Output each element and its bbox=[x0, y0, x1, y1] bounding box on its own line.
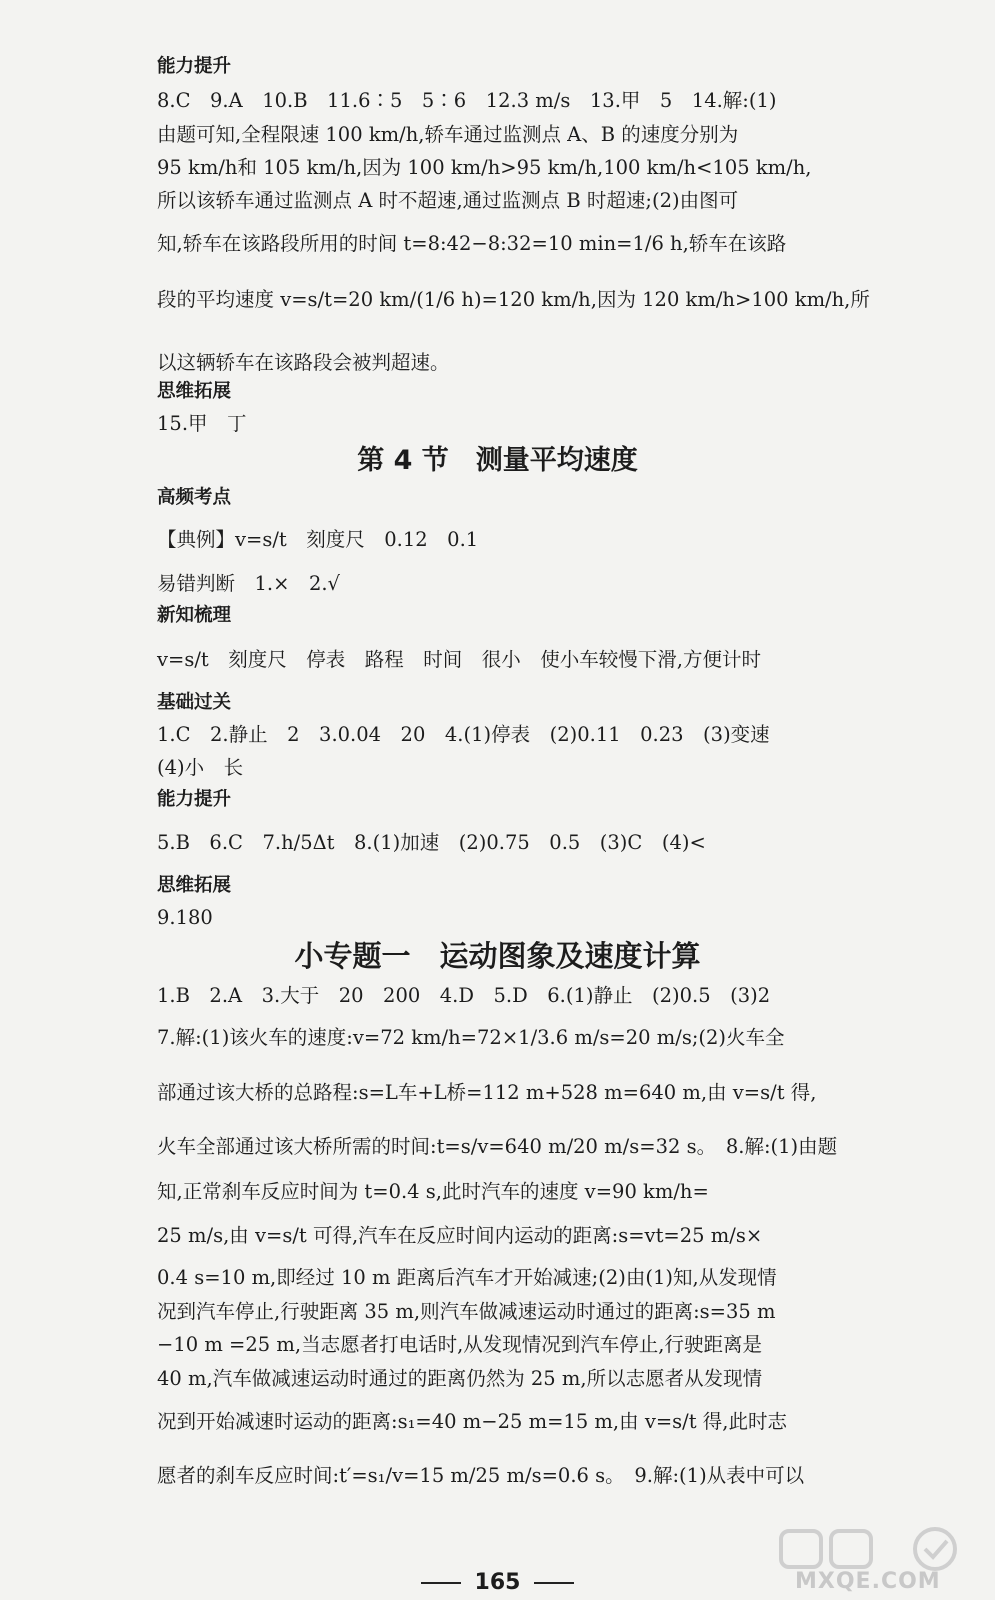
answer-line: 9.180 bbox=[157, 906, 213, 929]
section-heading-basic: 基础过关 bbox=[157, 692, 232, 713]
answer-line: 0.4 s=10 m,即经过 10 m 距离后汽车才开始减速;(2)由(1)知,从发现情 bbox=[157, 1266, 777, 1289]
answer-line: 95 km/h和 105 km/h,因为 100 km/h>95 km/h,100 km/h<105 km/h, bbox=[157, 156, 812, 179]
answer-line: 25 m/s,由 v=s/t 可得,汽车在反应时间内运动的距离:s=vt=25 m/s× bbox=[157, 1224, 763, 1247]
answer-line: 部通过该大桥的总路程:s=L车+L桥=112 m+528 m=640 m,由 v=s/t 得, bbox=[157, 1081, 817, 1104]
watermark-icon bbox=[775, 1525, 975, 1575]
answer-line: (4)小 长 bbox=[157, 756, 244, 779]
answer-line: 由题可知,全程限速 100 km/h,轿车通过监测点 A、B 的速度分别为 bbox=[157, 123, 739, 146]
section-heading-ability: 能力提升 bbox=[157, 56, 232, 77]
answer-line: 1.B 2.A 3.大于 20 200 4.D 5.D 6.(1)静止 (2)0.5 (3)2 bbox=[157, 984, 771, 1007]
footer-dash bbox=[534, 1582, 574, 1584]
answer-line: 【典例】v=s/t 刻度尺 0.12 0.1 bbox=[157, 528, 479, 551]
answer-line: 火车全部通过该大桥所需的时间:t=s/v=640 m/20 m/s=32 s。 8.解:(1)由题 bbox=[157, 1135, 838, 1158]
answer-line: 所以该轿车通过监测点 A 时不超速,通过监测点 B 时超速;(2)由图可 bbox=[157, 189, 739, 212]
page-number: 165 bbox=[474, 1570, 521, 1595]
answer-line: 15.甲 丁 bbox=[157, 412, 247, 435]
answer-line: 以这辆轿车在该路段会被判超速。 bbox=[157, 351, 450, 374]
answer-line: 况到开始减速时运动的距离:s₁=40 m−25 m=15 m,由 v=s/t 得,此时志 bbox=[157, 1410, 787, 1433]
answer-line: 知,轿车在该路段所用的时间 t=8:42−8:32=10 min=1/6 h,轿车在该路 bbox=[157, 232, 787, 255]
section-heading-new-knowledge: 新知梳理 bbox=[157, 605, 232, 626]
answer-line: 7.解:(1)该火车的速度:v=72 km/h=72×1/3.6 m/s=20 m/s;(2)火车全 bbox=[157, 1026, 785, 1049]
section-title: 第 4 节 测量平均速度 bbox=[357, 445, 638, 476]
answer-line: v=s/t 刻度尺 停表 路程 时间 很小 使小车较慢下滑,方便计时 bbox=[157, 648, 761, 671]
section-heading-ability: 能力提升 bbox=[157, 789, 232, 810]
watermark-logo bbox=[775, 1525, 975, 1595]
answer-line: 1.C 2.静止 2 3.0.04 20 4.(1)停表 (2)0.11 0.23 (3)变速 bbox=[157, 723, 770, 746]
answer-line: 5.B 6.C 7.h/5Δt 8.(1)加速 (2)0.75 0.5 (3)C (4)< bbox=[157, 831, 706, 854]
footer-dash bbox=[421, 1582, 461, 1584]
section-title: 小专题一 运动图象及速度计算 bbox=[294, 939, 701, 973]
answer-line: 段的平均速度 v=s/t=20 km/(1/6 h)=120 km/h,因为 120 km/h>100 km/h,所 bbox=[157, 288, 870, 311]
watermark-text: MXQE.COM bbox=[795, 1569, 941, 1594]
answer-line: 40 m,汽车做减速运动时通过的距离仍然为 25 m,所以志愿者从发现情 bbox=[157, 1367, 763, 1390]
answer-line: 况到汽车停止,行驶距离 35 m,则汽车做减速运动时通过的距离:s=35 m bbox=[157, 1300, 776, 1323]
answer-line: 知,正常刹车反应时间为 t=0.4 s,此时汽车的速度 v=90 km/h= bbox=[157, 1180, 709, 1203]
section-heading-thinking: 思维拓展 bbox=[157, 875, 232, 896]
answer-line: 愿者的刹车反应时间:t′=s₁/v=15 m/25 m/s=0.6 s。 9.解:(1)从表中可以 bbox=[157, 1464, 805, 1487]
answer-line: −10 m =25 m,当志愿者打电话时,从发现情况到汽车停止,行驶距离是 bbox=[157, 1333, 762, 1356]
section-heading-frequent: 高频考点 bbox=[157, 487, 232, 508]
answer-line: 8.C 9.A 10.B 11.6∶5 5∶6 12.3 m/s 13.甲 5 14.解:(1) bbox=[157, 89, 777, 112]
section-heading-thinking: 思维拓展 bbox=[157, 381, 232, 402]
answer-line: 易错判断 1.× 2.√ bbox=[157, 572, 340, 595]
